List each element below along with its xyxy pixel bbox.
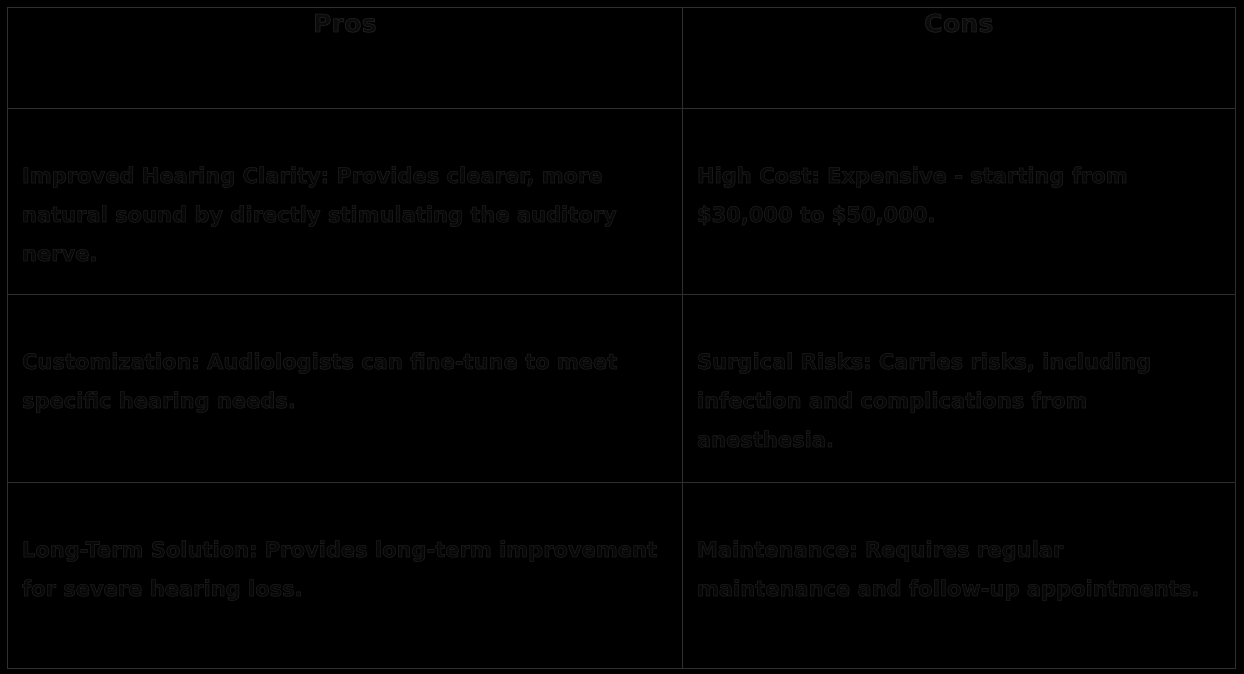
cell-cons-3-lead: Maintenance: xyxy=(697,538,858,562)
cell-cons-1-lead: High Cost: xyxy=(697,164,820,188)
table-header xyxy=(8,8,1236,109)
table-row xyxy=(8,483,1236,669)
cell-pros-3-lead: Long-Term Solution: xyxy=(22,538,258,562)
cell-pros-3 xyxy=(8,483,683,669)
table-row xyxy=(8,109,1236,295)
table-body xyxy=(8,109,1236,669)
cell-pros-2-lead: Customization: xyxy=(22,350,200,374)
table-row xyxy=(8,295,1236,483)
cell-pros-1-lead: Improved Hearing Clarity: xyxy=(22,164,330,188)
cell-cons-2-lead: Surgical Risks: xyxy=(697,350,872,374)
cell-cons-2-text: Carries risks, including infection and complications from anesthesia. xyxy=(697,350,1152,452)
column-header-pros: Pros xyxy=(8,8,683,109)
pros-cons-table xyxy=(7,7,1236,669)
cell-cons-3 xyxy=(683,483,1236,669)
column-header-cons: Cons xyxy=(683,8,1236,109)
table-header-row xyxy=(8,8,1236,109)
cell-cons-3-text: Requires regular maintenance and follow-up appointments. xyxy=(697,538,1200,601)
cell-pros-2-text: Audiologists can fine-tune to meet specific hearing needs. xyxy=(22,350,618,413)
cell-pros-1-text: Provides clearer, more natural sound by directly stimulating the auditory nerve. xyxy=(22,164,617,266)
cell-cons-2 xyxy=(683,295,1236,483)
cell-cons-1 xyxy=(683,109,1236,295)
cell-cons-1-text: Expensive - starting from $30,000 to $50,000. xyxy=(697,164,1128,227)
cell-pros-2 xyxy=(8,295,683,483)
cell-pros-3-text: Provides long-term improvement for severe hearing loss. xyxy=(22,538,658,601)
cell-pros-1 xyxy=(8,109,683,295)
